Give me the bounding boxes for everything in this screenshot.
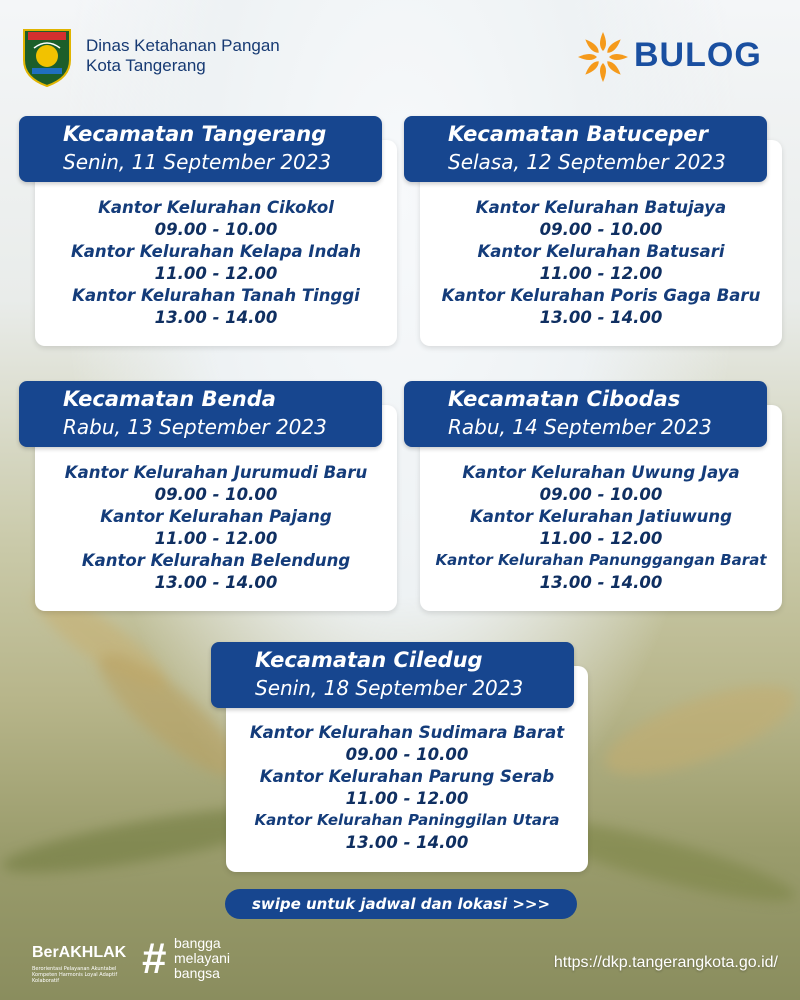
office-name: Kantor Kelurahan Tanah Tinggi [72, 286, 360, 305]
office-name: Kantor Kelurahan Parung Serab [259, 767, 555, 786]
time-slot: 09.00 - 10.00 [154, 485, 278, 504]
agency-title: Dinas Ketahanan Pangan [86, 36, 280, 55]
kecamatan-name: Kecamatan Batuceper [448, 122, 708, 146]
bulog-logo-text: BULOG [634, 36, 762, 74]
header [20, 24, 780, 94]
kota-tangerang-emblem-icon [20, 24, 74, 88]
kecamatan-name: Kecamatan Cibodas [448, 387, 681, 411]
hashtag-icon: # [142, 934, 167, 983]
kecamatan-name: Kecamatan Benda [63, 387, 276, 411]
bangga-melayani-bangsa-logo [174, 936, 230, 981]
footer-logos [32, 936, 292, 984]
schedule-card-header [404, 381, 767, 447]
melayani-text: melayani [174, 950, 231, 966]
office-name: Kantor Kelurahan Cikokol [98, 198, 334, 217]
kecamatan-name: Kecamatan Ciledug [255, 648, 483, 672]
website-url[interactable]: https://dkp.tangerangkota.go.id/ [553, 954, 778, 971]
schedule-slots [35, 462, 397, 594]
time-slot: 11.00 - 12.00 [539, 529, 663, 548]
time-slot: 13.00 - 14.00 [345, 833, 469, 852]
berakhlak-tagline: Berorientasi Pelayanan Akuntabel Kompeten Harmonis Loyal Adaptif Kolaboratif [32, 966, 118, 984]
time-slot: 13.00 - 14.00 [154, 308, 278, 327]
bangga-text: bangga [174, 935, 221, 951]
schedule-card-header [211, 642, 574, 708]
time-slot: 11.00 - 12.00 [154, 529, 278, 548]
office-name: Kantor Kelurahan Jurumudi Baru [64, 463, 368, 482]
berakhlak-logo: BerAKHLAK [32, 944, 127, 961]
schedule-slots [35, 197, 397, 329]
bulog-sun-icon [576, 30, 630, 84]
schedule-slots [420, 197, 782, 329]
office-name: Kantor Kelurahan Panunggangan Barat [435, 551, 767, 569]
office-name: Kantor Kelurahan Batusari [477, 242, 725, 261]
swipe-hint: swipe untuk jadwal dan lokasi >>> [225, 889, 577, 919]
office-name: Kantor Kelurahan Pajang [100, 507, 332, 526]
time-slot: 09.00 - 10.00 [539, 485, 663, 504]
office-name: Kantor Kelurahan Kelapa Indah [70, 242, 362, 261]
schedule-card-header [19, 116, 382, 182]
schedule-date: Senin, 18 September 2023 [255, 676, 524, 700]
time-slot: 09.00 - 10.00 [539, 220, 663, 239]
office-name: Kantor Kelurahan Batujaya [475, 198, 727, 217]
bangsa-text: bangsa [174, 965, 220, 981]
time-slot: 09.00 - 10.00 [345, 745, 469, 764]
office-name: Kantor Kelurahan Sudimara Barat [249, 723, 565, 742]
office-name: Kantor Kelurahan Poris Gaga Baru [441, 286, 761, 305]
time-slot: 09.00 - 10.00 [154, 220, 278, 239]
schedule-date: Senin, 11 September 2023 [63, 150, 332, 174]
time-slot: 11.00 - 12.00 [345, 789, 469, 808]
office-name: Kantor Kelurahan Uwung Jaya [462, 463, 740, 482]
office-name: Kantor Kelurahan Jatiuwung [469, 507, 732, 526]
agency-subtitle: Kota Tangerang [86, 56, 206, 75]
background-grain [596, 668, 800, 793]
schedule-date: Rabu, 14 September 2023 [448, 415, 712, 439]
office-name: Kantor Kelurahan Belendung [81, 551, 351, 570]
time-slot: 11.00 - 12.00 [539, 264, 663, 283]
schedule-slots [420, 462, 782, 594]
time-slot: 13.00 - 14.00 [154, 573, 278, 592]
time-slot: 13.00 - 14.00 [539, 308, 663, 327]
kecamatan-name: Kecamatan Tangerang [63, 122, 327, 146]
schedule-date: Rabu, 13 September 2023 [63, 415, 327, 439]
time-slot: 13.00 - 14.00 [539, 573, 663, 592]
schedule-card-header [19, 381, 382, 447]
schedule-slots [226, 722, 588, 854]
schedule-date: Selasa, 12 September 2023 [448, 150, 726, 174]
schedule-card-header [404, 116, 767, 182]
time-slot: 11.00 - 12.00 [154, 264, 278, 283]
office-name: Kantor Kelurahan Paninggilan Utara [254, 811, 560, 829]
